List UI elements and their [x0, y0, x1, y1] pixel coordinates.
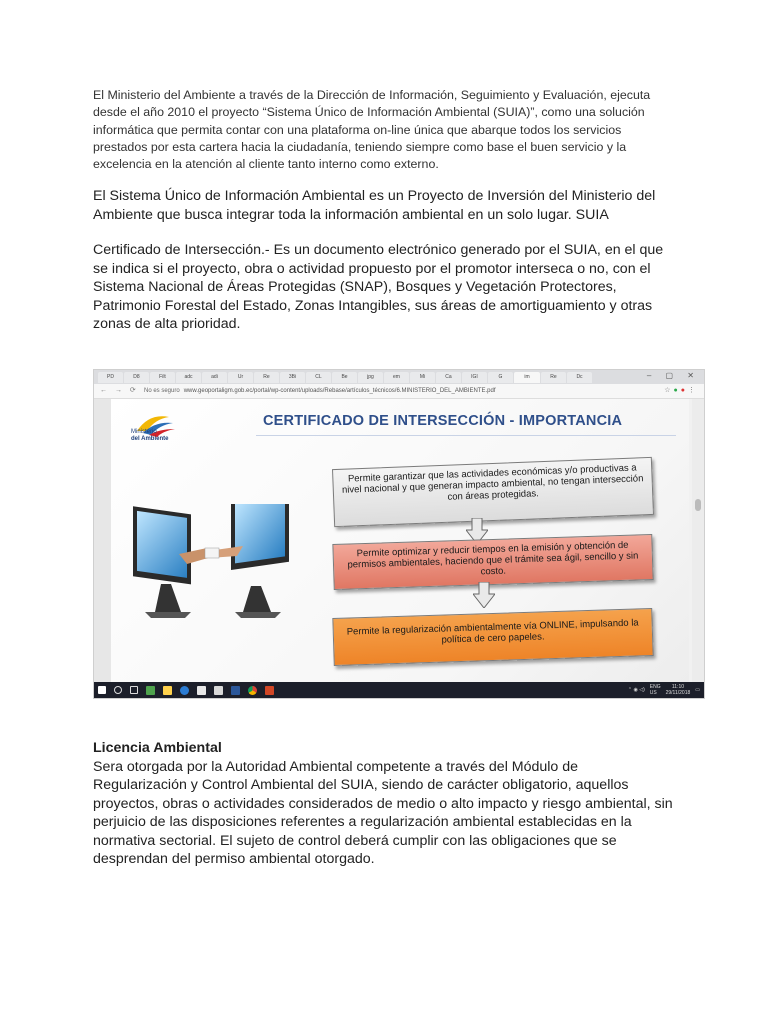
- extension-icon: ●: [680, 387, 688, 394]
- importance-box-3: Permite la regularización ambientalmente vía ONLINE, impulsando la política de cero papeles.: [332, 608, 653, 666]
- insecure-label: No es seguro: [144, 388, 180, 394]
- search-icon[interactable]: [114, 686, 122, 694]
- pdf-left-margin: [94, 399, 111, 683]
- clock[interactable]: 11:10 29/11/2018: [665, 684, 691, 696]
- browser-tab[interactable]: Ca: [436, 372, 461, 383]
- browser-tab[interactable]: Dc: [567, 372, 592, 383]
- browser-tab[interactable]: jpg: [358, 372, 383, 383]
- tray-icons[interactable]: ⌃ ◉ ◁): [627, 687, 645, 693]
- system-tray: [628, 684, 700, 696]
- licencia-title: Licencia Ambiental: [93, 740, 222, 756]
- browser-tab[interactable]: Be: [332, 372, 357, 383]
- slide-title: CERTIFICADO DE INTERSECCIÓN - IMPORTANCIA: [263, 413, 623, 429]
- windows-start-icon[interactable]: [98, 686, 106, 694]
- address-icons[interactable]: ☆●●⋮: [664, 387, 698, 394]
- language-indicator[interactable]: ENG US: [649, 684, 661, 696]
- mail-icon[interactable]: [214, 686, 223, 695]
- scroll-thumb[interactable]: [695, 499, 701, 511]
- suia-paragraph: El Sistema Único de Información Ambiental es un Proyecto de Inversión del Ministerio del Ambiente que busca integrar toda la información ambiental en un solo lugar. SUIA: [93, 188, 656, 223]
- browser-tab[interactable]: Mi: [410, 372, 435, 383]
- pdf-scrollbar[interactable]: [692, 399, 704, 683]
- licencia-section: [93, 739, 673, 869]
- browser-tab[interactable]: D8: [124, 372, 149, 383]
- notification-icon[interactable]: ▭: [695, 687, 700, 693]
- title-underline: [256, 435, 676, 436]
- browser-tab-active[interactable]: im: [514, 372, 540, 383]
- logo-text: Ministerio del Ambiente: [131, 429, 169, 442]
- window-controls[interactable]: – ▢ ✕: [646, 371, 700, 380]
- pdf-slide: [111, 399, 689, 683]
- down-arrow-icon: [473, 582, 495, 608]
- browser-tab[interactable]: CL: [306, 372, 331, 383]
- powerpoint-icon[interactable]: [265, 686, 274, 695]
- browser-tab[interactable]: G: [488, 372, 513, 383]
- nav-buttons[interactable]: ← → ⟳: [100, 387, 139, 394]
- browser-tab[interactable]: em: [384, 372, 409, 383]
- browser-tab[interactable]: IGI: [462, 372, 487, 383]
- browser-tab-bar: [94, 370, 704, 384]
- monitors-handshake-icon: [131, 504, 291, 624]
- browser-tab[interactable]: Re: [541, 372, 566, 383]
- task-view-icon[interactable]: [130, 686, 138, 694]
- embedded-screenshot: [93, 369, 705, 699]
- extension-icon: ●: [673, 387, 681, 394]
- browser-tab[interactable]: 3Bi: [280, 372, 305, 383]
- browser-tab[interactable]: adc: [176, 372, 201, 383]
- browser-tab[interactable]: Ur: [228, 372, 253, 383]
- licencia-body: Sera otorgada por la Autoridad Ambiental competente a través del Módulo de Regularización y Control Ambiental del SUIA, siendo de carácter obligatorio, aquellos proyectos, obras o actividades considerados de medio o alto impacto y riesgo ambiental, sin perjuicio de las disposiciones referentes a regularización ambiental establecidas en la normativa sectorial. El sujeto de control deberá cumplir con las obligaciones que se desprendan del permiso ambiental otorgado.: [93, 758, 673, 867]
- importance-box-2: Permite optimizar y reducir tiempos en la emisión y obtención de permisos ambientales, haciendo que el trámite sea ágil, sencillo y sin costo.: [332, 534, 653, 590]
- certificado-paragraph: Certificado de Intersección.- Es un documento electrónico generado por el SUIA, en el que se indica si el proyecto, obra o actividad propuesto por el promotor interseca o no, con el Sistema Nacional de Áreas Protegidas (SNAP), Bosques y Vegetación Protectores, Patrimonio Forestal del Estado, Zonas Intangibles, sus áreas de amortiguamiento y otras zonas de alta prioridad.: [93, 242, 664, 332]
- windows-taskbar: [94, 682, 704, 698]
- intro-paragraph: El Ministerio del Ambiente a través de la Dirección de Información, Seguimiento y Evaluación, ejecuta desde el año 2010 el proyecto “Sistema Único de Información Ambiental (SUIA)”, como una solución informática que permita contar con una plataforma on-line única que abarque todos los servicios prestados por esta cartera hacia la ciudadanía, teniendo siempre como base el buen servicio y la excelencia en la atención al cliente tanto interno como externo.: [93, 88, 651, 172]
- chrome-icon[interactable]: [248, 686, 257, 695]
- word-icon[interactable]: [231, 686, 240, 695]
- file-explorer-icon[interactable]: [146, 686, 155, 695]
- importance-box-1: Permite garantizar que las actividades económicas y/o productivas a nivel nacional y que generan impacto ambiental, no tengan intersección con áreas protegidas.: [332, 457, 654, 527]
- browser-tab[interactable]: adi: [202, 372, 227, 383]
- url-text[interactable]: www.geoportaligm.gob.ec/portal/wp-content/uploads/Rebase/artículos_técnicos/6.MINISTERIO_DEL_AMBIENTE.pdf: [183, 388, 496, 394]
- browser-tab[interactable]: Filt: [150, 372, 175, 383]
- edge-icon[interactable]: [180, 686, 189, 695]
- app-icon[interactable]: [163, 686, 172, 695]
- store-icon[interactable]: [197, 686, 206, 695]
- address-bar[interactable]: [94, 384, 704, 399]
- browser-tab[interactable]: Re: [254, 372, 279, 383]
- browser-tab[interactable]: PD: [98, 372, 123, 383]
